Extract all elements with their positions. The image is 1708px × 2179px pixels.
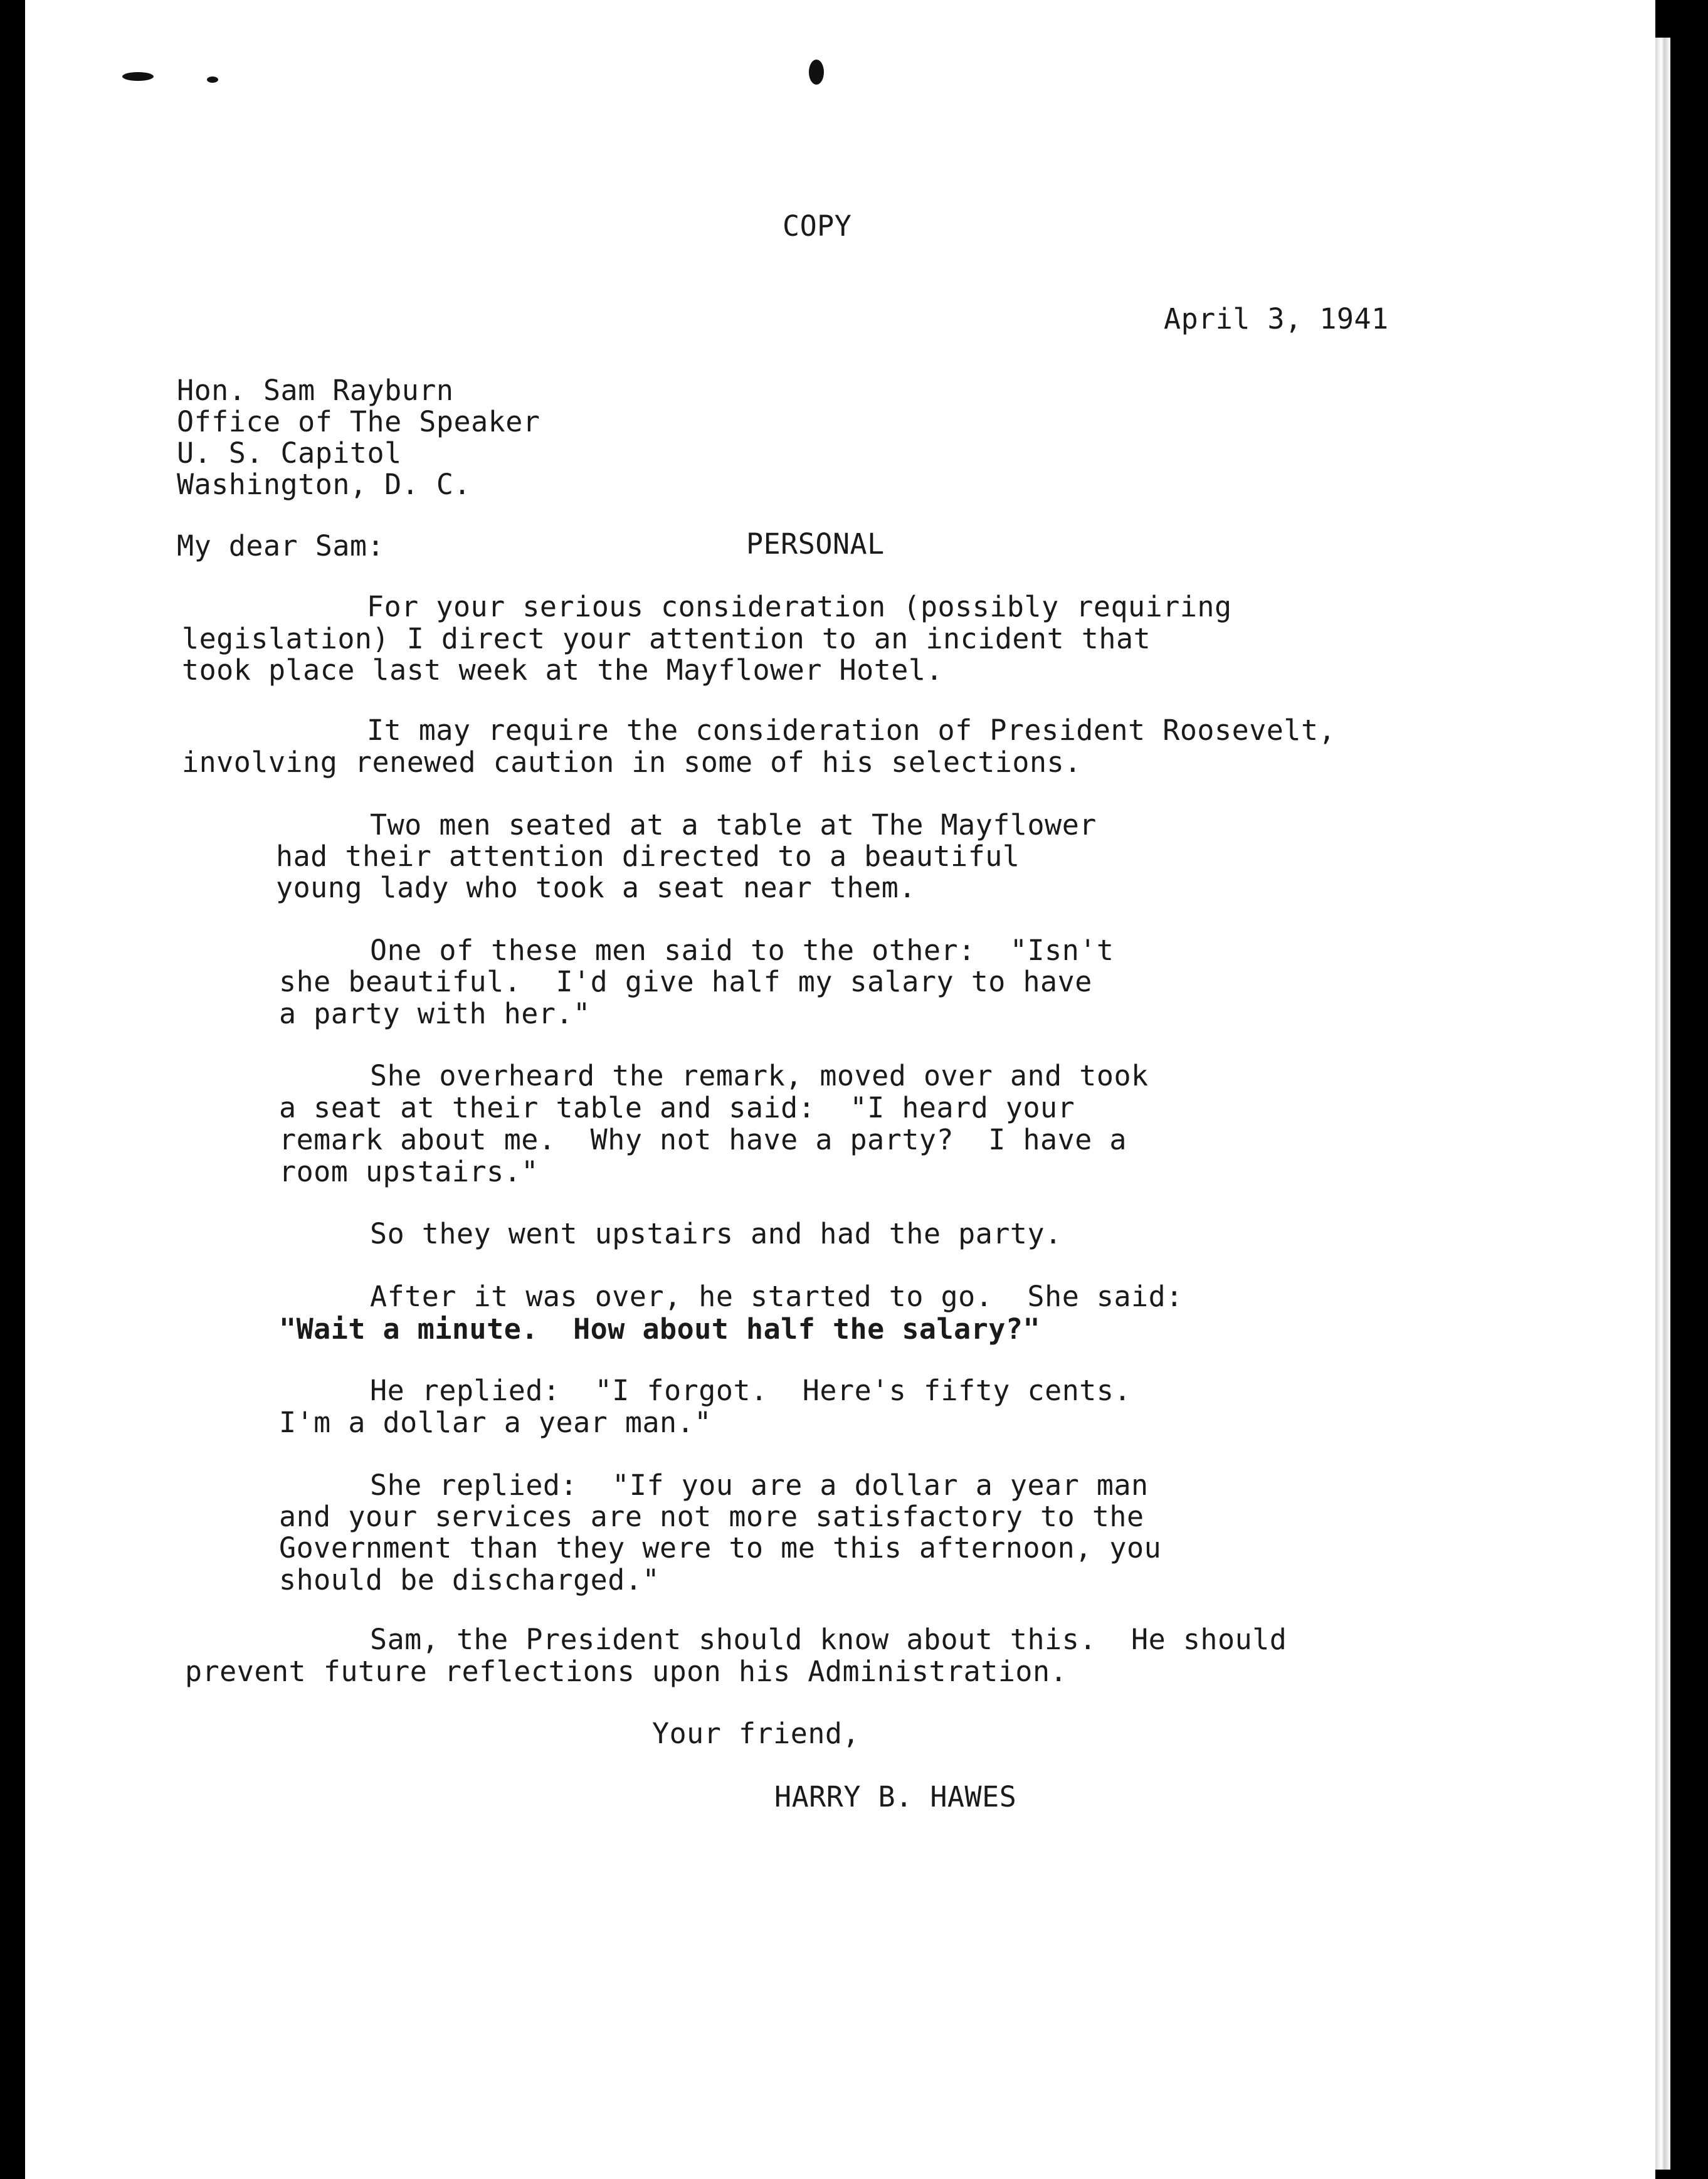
signature: HARRY B. HAWES: [774, 1780, 1017, 1813]
paragraph-line: She replied: "If you are a dollar a year man: [370, 1469, 1149, 1502]
paragraph-line: legislation) I direct your attention to an incident that: [182, 622, 1151, 655]
paragraph-line: After it was over, he started to go. She said:: [370, 1280, 1183, 1313]
paragraph-line: she beautiful. I'd give half my salary to have: [279, 965, 1092, 998]
paragraph-line: prevent future reflections upon his Administration.: [185, 1655, 1068, 1688]
personal-mark: PERSONAL: [746, 527, 885, 561]
paragraph-line: Two men seated at a table at The Mayflower: [370, 808, 1097, 842]
paragraph-line: It may require the consideration of President Roosevelt,: [367, 714, 1336, 747]
paragraph-line: young lady who took a seat near them.: [276, 871, 916, 904]
recipient-name: Hon. Sam Rayburn: [177, 374, 454, 407]
paragraph-line: One of these men said to the other: "Isn't: [370, 934, 1114, 967]
letter-date: April 3, 1941: [1164, 302, 1389, 335]
closing: Your friend,: [652, 1717, 860, 1750]
ink-speck: [122, 72, 154, 81]
recipient-city: Washington, D. C.: [177, 468, 472, 501]
ink-speck: [207, 77, 218, 83]
recipient-building: U. S. Capitol: [177, 436, 402, 470]
paragraph-line: For your serious consideration (possibly requiring: [367, 590, 1232, 623]
paragraph-line: So they went upstairs and had the party.: [370, 1217, 1062, 1250]
paragraph-line: should be discharged.": [279, 1563, 660, 1596]
paragraph-line: Sam, the President should know about this. He should: [370, 1623, 1287, 1656]
paragraph-line: a party with her.": [279, 997, 591, 1030]
salutation: My dear Sam:: [177, 529, 385, 562]
paragraph-line: I'm a dollar a year man.": [279, 1406, 712, 1439]
paragraph-line: had their attention directed to a beautiful: [276, 840, 1020, 873]
paragraph-line: and your services are not more satisfactory to the: [279, 1500, 1144, 1533]
copy-mark: COPY: [783, 209, 852, 243]
paragraph-line: Government than they were to me this afternoon, you: [279, 1531, 1162, 1564]
paragraph-line: a seat at their table and said: "I heard your: [279, 1091, 1075, 1124]
page-edge: [1655, 38, 1670, 2170]
paragraph-line: room upstairs.": [279, 1155, 539, 1188]
paragraph-line: He replied: "I forgot. Here's fifty cents.: [370, 1374, 1132, 1407]
paragraph-line: "Wait a minute. How about half the salary?": [279, 1312, 1041, 1346]
ink-speck: [809, 60, 824, 85]
paragraph-line: took place last week at the Mayflower Hotel.: [182, 653, 944, 687]
paragraph-line: She overheard the remark, moved over and took: [370, 1059, 1149, 1092]
recipient-office: Office of The Speaker: [177, 405, 540, 438]
paragraph-line: involving renewed caution in some of his selections.: [182, 746, 1082, 779]
paragraph-line: remark about me. Why not have a party? I have a: [279, 1123, 1127, 1156]
